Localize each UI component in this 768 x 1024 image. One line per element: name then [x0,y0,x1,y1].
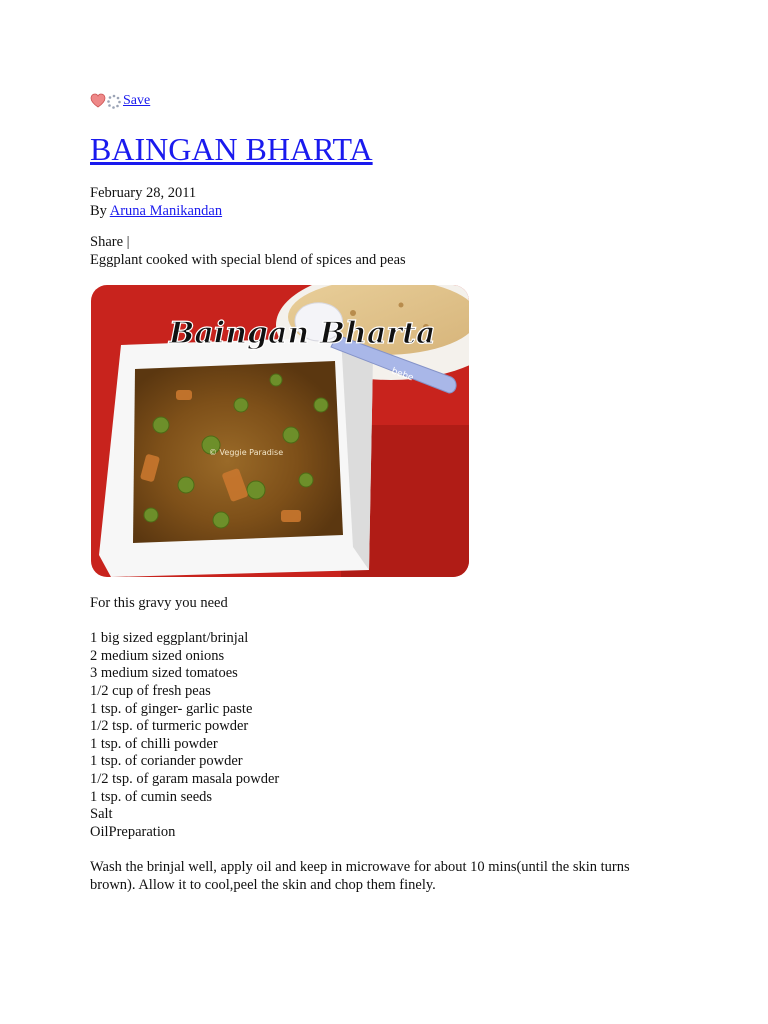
share-block [90,233,406,269]
title-link[interactable]: BAINGAN BHARTA [90,131,373,167]
ingredient-item: 1/2 tsp. of turmeric powder [90,718,249,735]
ingredient-list [90,630,670,841]
recipe-body [90,595,670,894]
ingredient-item: OilPreparation [90,823,176,840]
ingredient-item: Salt [90,806,113,823]
photo-overlay-title: Baingan Bharta [169,316,436,351]
share-label[interactable]: Share | [90,234,130,250]
save-link[interactable]: Save [123,93,151,108]
byline-prefix: By [90,203,110,219]
page-title [90,131,373,167]
spoon-text: bebe [389,366,415,384]
ingredient-item: 1 tsp. of chilli powder [90,735,218,752]
post-meta [90,184,222,220]
photo-watermark: © Veggie Paradise [209,448,284,457]
ingredient-item: 1 tsp. of ginger- garlic paste [90,700,253,717]
author-link[interactable]: Aruna Manikandan [109,203,223,219]
dish-photo-svg [91,285,469,577]
ingredients-intro: For this gravy you need [90,595,228,611]
ingredient-item: 1/2 cup of fresh peas [90,682,211,699]
ingredient-item: 2 medium sized onions [90,647,225,664]
post-date: February 28, 2011 [90,185,197,201]
save-icons[interactable] [90,93,122,109]
ingredient-item: 1 tsp. of coriander powder [90,753,243,770]
ingredient-item: 3 medium sized tomatoes [90,665,238,682]
save-row [90,92,150,110]
ingredient-item: 1 big sized eggplant/brinjal [90,630,249,647]
ingredient-item: 1/2 tsp. of garam masala powder [90,770,280,787]
post-summary: Eggplant cooked with special blend of spices and peas [90,252,406,268]
preparation-text: Wash the brinjal well, apply oil and keep in microwave for about 10 mins(until the skin turns brown). Allow it to cool,peel the skin and chop them finely. [90,858,630,893]
loading-icon [107,95,121,109]
dish-photo [91,285,469,577]
byline [90,202,222,220]
ingredient-item: 1 tsp. of cumin seeds [90,788,213,805]
heart-icon[interactable] [90,93,122,109]
